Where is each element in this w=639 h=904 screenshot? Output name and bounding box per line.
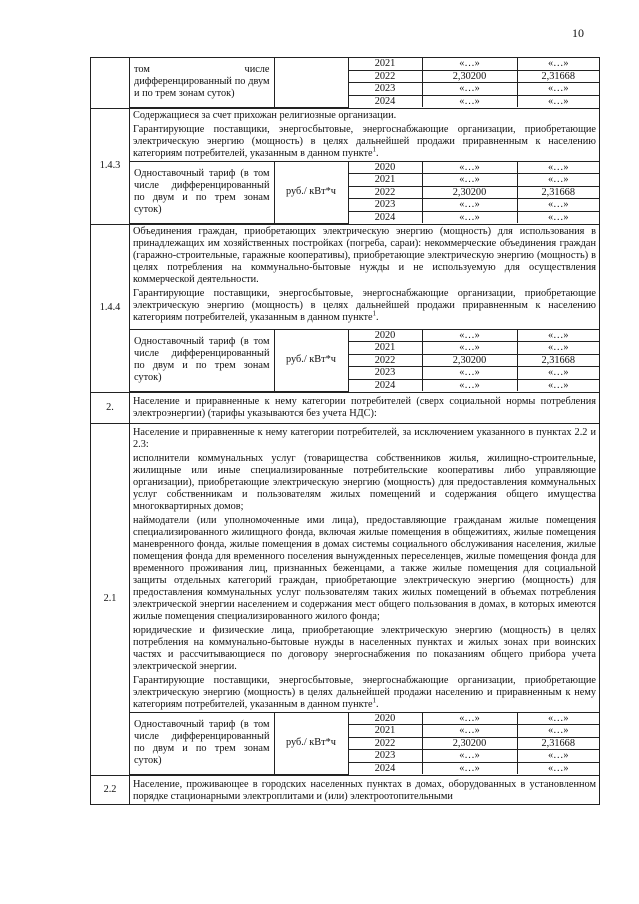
row-text: Гарантирующие поставщики, энергосбытовые, энергоснабжающие организации, приобретающие электрическую энергию (мощность) в целях дальнейшей продажи приравненным к населению категориям потребителей, указанным в данном пункте$^1$. <box>133 123 596 159</box>
row-text: Население и приравненные к нему категории потребителей, за исключением указанного в пунктах 2.2 и 2.3: <box>133 426 596 450</box>
value-cell: «…» <box>422 762 517 774</box>
year-cell: 2023 <box>348 750 422 763</box>
value-cell: «…» <box>422 342 517 355</box>
row-text: юридические и физические лица, приобретающие электрическую энергию (мощность) в целях потребления на коммунально-бытовые нужды в населенных пунктах и жилых зонах при воинских частях и рассчитывающиеся по договору энергоснабжения по показаниям общего прибора учета электрической энергии. <box>133 624 596 672</box>
table-row-2-1 <box>91 423 600 775</box>
value-cell: «…» <box>422 199 517 212</box>
tariff-unit: руб./ кВт*ч <box>274 712 348 774</box>
tariff-description: Одноставочный тариф (в том числе дифференцированный по двум и по трем зонам суток) <box>130 712 274 774</box>
year-cell: 2022 <box>348 737 422 750</box>
value-cell: «…» <box>517 762 599 774</box>
value-cell: 2,31668 <box>517 354 599 367</box>
value-cell: «…» <box>517 367 599 380</box>
table-row-1-4-3 <box>91 108 600 224</box>
value-cell: «…» <box>517 199 599 212</box>
row-number: 2. <box>91 392 130 423</box>
year-cell: 2023 <box>348 367 422 380</box>
value-cell: «…» <box>517 342 599 355</box>
year-cell: 2022 <box>348 354 422 367</box>
tariff-description: Одноставочный тариф (в том числе дифференцированный по двум и по трем зонам суток) <box>130 161 274 223</box>
year-cell: 2024 <box>348 762 422 774</box>
value-cell: «…» <box>422 161 517 174</box>
value-cell: 2,30200 <box>422 737 517 750</box>
value-cell: «…» <box>517 95 599 107</box>
value-cell: «…» <box>422 712 517 725</box>
value-cell: «…» <box>517 712 599 725</box>
tariff-subtable <box>130 712 599 775</box>
row-text: Гарантирующие поставщики, энергосбытовые, энергоснабжающие организации, приобретающие электрическую энергию (мощность) в целях дальнейшей продажи приравненным к населению категориям потребителей, указанным в данном пункте$^1$. <box>133 287 596 323</box>
year-cell: 2021 <box>348 174 422 187</box>
value-cell: «…» <box>517 58 599 70</box>
year-cell: 2023 <box>348 83 422 96</box>
value-cell: 2,31668 <box>517 70 599 83</box>
tariff-subtable <box>130 329 599 392</box>
row-number: 1.4.4 <box>91 224 130 392</box>
value-cell: «…» <box>517 750 599 763</box>
value-cell: «…» <box>422 725 517 738</box>
row-text: исполнители коммунальных услуг (товарищества собственников жилья, жилищно-строительные, жилищные или иные специализированные потребительские кооперативы либо управляющие организации), приобретающие электрическую энергию (мощность) для предоставления коммунальных услуг собственникам и пользователям жилых помещений и содержания общего имущества многоквартирных домов; <box>133 452 596 512</box>
value-cell: «…» <box>422 379 517 391</box>
year-cell: 2023 <box>348 199 422 212</box>
row-number: 2.2 <box>91 775 130 804</box>
tariff-subtable <box>130 58 599 108</box>
value-cell: «…» <box>422 750 517 763</box>
tariff-unit: руб./ кВт*ч <box>274 161 348 223</box>
year-cell: 2024 <box>348 95 422 107</box>
year-cell: 2024 <box>348 379 422 391</box>
tariff-description: том числе дифференцированный по двум и по трем зонам суток) <box>130 58 274 107</box>
footnote-mark: 1 <box>372 309 377 318</box>
value-cell: «…» <box>422 95 517 107</box>
value-cell: «…» <box>517 379 599 391</box>
row-text: Население и приравненные к нему категории потребителей (сверх социальной нормы потребления электроэнергии) (тарифы указываются без учета НДС): <box>133 395 596 419</box>
year-cell: 2022 <box>348 70 422 83</box>
value-cell: 2,31668 <box>517 186 599 199</box>
year-cell: 2020 <box>348 712 422 725</box>
table-row-continuation <box>91 58 600 109</box>
table-row-1-4-4 <box>91 224 600 392</box>
table-row-2 <box>91 392 600 423</box>
year-cell: 2024 <box>348 211 422 223</box>
row-number: 2.1 <box>91 423 130 775</box>
footnote-mark: 1 <box>372 145 377 154</box>
value-cell: «…» <box>422 329 517 342</box>
footnote-mark: 1 <box>372 696 377 705</box>
row-text: Объединения граждан, приобретающих электрическую энергию (мощность) для использования в принадлежащих им хозяйственных постройках (погреба, сараи): некоммерческие объединения граждан (гаражно-строительные, гаражные кооперативы), приобретающие электрическую энергию (мощность) в целях потребления на коммунально-бытовые нужды и не используемую для осуществления коммерческой деятельности. <box>133 225 596 285</box>
row-text: наймодатели (или уполномоченные ими лица), предоставляющие гражданам жилые помещения специализированного жилищного фонда, включая жилые помещения в общежитиях, жилые помещения маневренного фонда, жилые помещения в домах системы социального обслуживания населения, жилые помещения фонда для временного поселения вынужденных переселенцев, жилые помещения фонда для временного проживания лиц, признанных беженцами, а также жилые помещения для социальной защиты отдельных категорий граждан, приобретающие электрическую энергию (мощность) для предоставления коммунальных услуг пользователям таких жилых помещений в объемах потребления электрической энергии населением и содержания мест общего пользования в домах, в которых имеются жилые помещения специализированного жилого фонда; <box>133 514 596 622</box>
value-cell: 2,30200 <box>422 354 517 367</box>
value-cell: «…» <box>517 725 599 738</box>
year-cell: 2020 <box>348 329 422 342</box>
row-text: Гарантирующие поставщики, энергосбытовые, энергоснабжающие организации, приобретающие электрическую энергию (мощность) в целях дальнейшей продажи населению и приравненным к нему категориям потребителей, указанным в данном пункте$^1$. <box>133 674 596 710</box>
row-number: 1.4.3 <box>91 108 130 224</box>
tariff-subtable <box>130 161 599 224</box>
tariff-unit: руб./ кВт*ч <box>274 329 348 391</box>
value-cell: 2,31668 <box>517 737 599 750</box>
value-cell: «…» <box>517 329 599 342</box>
row-number-empty <box>91 58 130 109</box>
value-cell: «…» <box>422 58 517 70</box>
year-cell: 2020 <box>348 161 422 174</box>
row-text: Население, проживающее в городских населенных пунктах в домах, оборудованных в установленном порядке стационарными электроплитами и (или) электроотопительными <box>133 778 596 802</box>
value-cell: «…» <box>422 83 517 96</box>
value-cell: 2,30200 <box>422 186 517 199</box>
value-cell: «…» <box>517 83 599 96</box>
value-cell: «…» <box>517 161 599 174</box>
value-cell: «…» <box>517 211 599 223</box>
year-cell: 2022 <box>348 186 422 199</box>
value-cell: «…» <box>422 211 517 223</box>
tariff-table <box>90 57 600 805</box>
tariff-unit <box>274 58 348 107</box>
page-number: 10 <box>572 26 584 40</box>
row-text: Содержащиеся за счет прихожан религиозные организации. <box>133 109 397 121</box>
value-cell: «…» <box>422 174 517 187</box>
table-row-2-2 <box>91 775 600 804</box>
value-cell: 2,30200 <box>422 70 517 83</box>
year-cell: 2021 <box>348 725 422 738</box>
value-cell: «…» <box>422 367 517 380</box>
value-cell: «…» <box>517 174 599 187</box>
year-cell: 2021 <box>348 58 422 70</box>
year-cell: 2021 <box>348 342 422 355</box>
tariff-description: Одноставочный тариф (в том числе дифференцированный по двум и по трем зонам суток) <box>130 329 274 391</box>
